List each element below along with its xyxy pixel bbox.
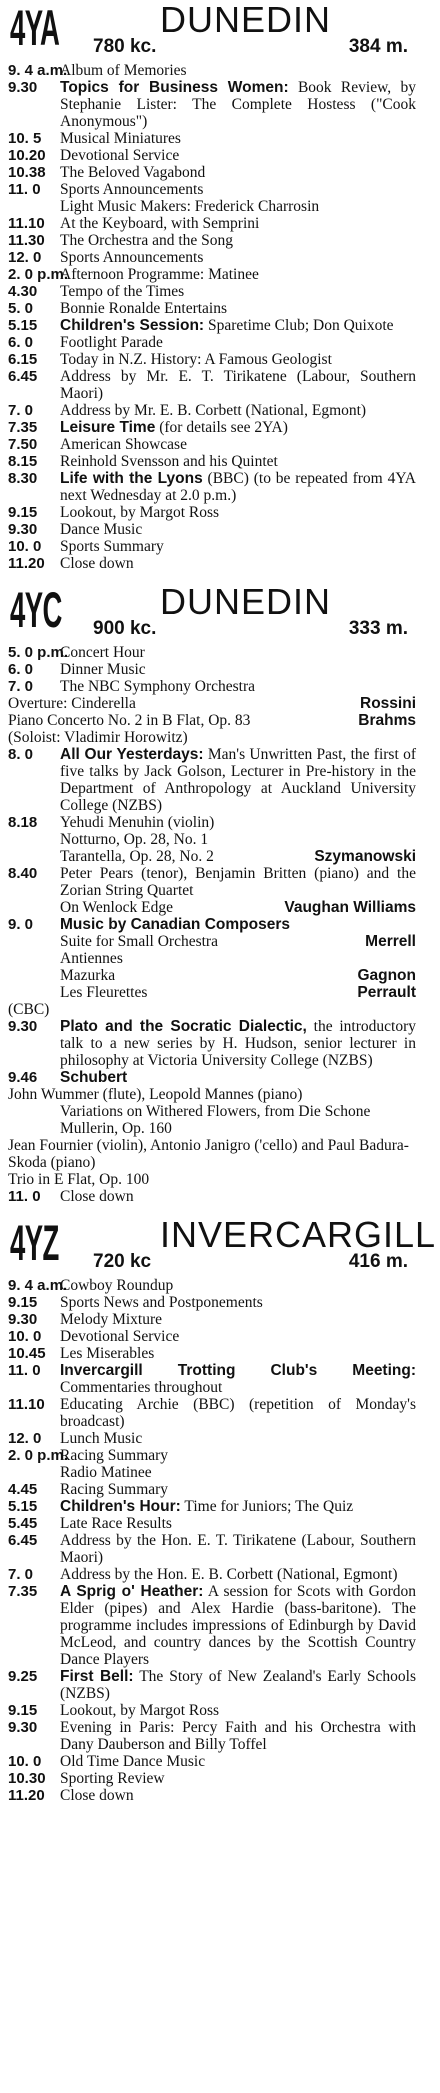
programme-detail: Old Time Dance Music	[60, 1753, 206, 1770]
frequency: 720 kc	[93, 1251, 152, 1272]
programme-text	[60, 1430, 416, 1447]
programme-text	[60, 1294, 416, 1311]
performer: John Wummer (flute), Leopold Mannes (piano)	[8, 1086, 303, 1103]
programme-list	[8, 642, 416, 1205]
callsign: 4YC	[10, 582, 62, 638]
work-line	[8, 695, 416, 712]
list-item	[8, 130, 416, 147]
list-item	[8, 283, 416, 300]
programme-text	[60, 1396, 416, 1430]
time: 7.35	[8, 1583, 38, 1600]
work-line	[8, 831, 416, 848]
programme-detail: Album of Memories	[60, 62, 187, 79]
list-item	[8, 1719, 416, 1753]
programme-text	[60, 1583, 416, 1668]
time: 10.45	[8, 1345, 46, 1362]
list-item	[8, 1481, 416, 1498]
list-item	[8, 351, 416, 368]
list-item	[8, 1770, 416, 1787]
programme-detail: Address by Mr. E. B. Corbett (National, Egmont)	[60, 402, 367, 419]
time: 11.10	[8, 1396, 45, 1413]
work-title: On Wenlock Edge	[60, 899, 173, 916]
programme-text	[60, 232, 416, 249]
programme-text	[60, 368, 416, 402]
work-line	[8, 967, 416, 984]
work-title: Overture: Cinderella	[8, 695, 136, 712]
programme-text	[60, 164, 416, 181]
time: 10.20	[8, 147, 46, 164]
list-item	[8, 555, 416, 572]
programme-title: Plato and the Socratic Dialectic,	[60, 1018, 307, 1035]
list-item	[8, 147, 416, 164]
time: 2. 0 p.m.	[8, 1447, 69, 1464]
list-item	[8, 436, 416, 453]
work-line	[8, 984, 416, 1001]
list-item	[8, 1583, 416, 1668]
programme-detail: Racing Summary	[60, 1481, 169, 1498]
programme-text	[60, 470, 416, 504]
work-title: Variations on Withered Flowers, from Die Schone Mullerin, Op. 160	[60, 1103, 371, 1137]
programme-detail: Lookout, by Margot Ross	[60, 504, 220, 521]
list-item	[8, 644, 416, 661]
programme-text	[60, 283, 416, 300]
time: 10. 0	[8, 1328, 42, 1345]
programme-detail: (BBC) (to be repeated from 4YA next Wednesday at 2.0 p.m.)	[60, 470, 416, 504]
programme-text	[60, 402, 416, 419]
time: 9.15	[8, 504, 38, 521]
time: 5.15	[8, 317, 38, 334]
programme-detail: (for details see 2YA)	[155, 419, 288, 436]
time: 11. 0	[8, 181, 41, 198]
time: 10. 0	[8, 538, 42, 555]
programme-detail: A session for Scots with Gordon Elder (pipes) and Alex Hardie (bass-baritone). The programme includes impressions of Edinburgh by David McLeod, and country dances by the Scottish Country Dance Players	[60, 1583, 416, 1668]
time: 4.30	[8, 283, 38, 300]
programme-text: Dinner Music	[60, 661, 146, 678]
station-header	[8, 582, 416, 642]
programme-detail: Lunch Music	[60, 1430, 143, 1447]
list-item	[8, 1362, 416, 1396]
programme-text	[60, 266, 416, 283]
list-item	[8, 661, 416, 678]
list-item	[8, 1753, 416, 1770]
programme-text	[60, 334, 416, 351]
programme-text	[60, 79, 416, 130]
programme-text	[60, 1515, 416, 1532]
programme-text	[60, 317, 416, 334]
list-item	[8, 181, 416, 198]
list-item	[8, 470, 416, 504]
list-item	[8, 916, 416, 933]
time: 9.30	[8, 521, 38, 538]
programme-detail: Sports Summary	[60, 538, 164, 555]
list-item	[8, 249, 416, 266]
time: 4.45	[8, 1481, 38, 1498]
time: 10.38	[8, 164, 46, 181]
programme-text: Concert Hour	[60, 644, 145, 661]
programme-title: A Sprig o' Heather:	[60, 1583, 204, 1600]
list-item	[8, 402, 416, 419]
list-item	[8, 1188, 416, 1205]
time: 11. 0	[8, 1362, 41, 1379]
list-item	[8, 1069, 416, 1086]
list-item	[8, 1787, 416, 1804]
composer: Brahms	[358, 712, 416, 729]
wavelength: 416 m.	[348, 1251, 408, 1272]
performer-line	[8, 729, 416, 746]
list-item	[8, 300, 416, 317]
list-item	[8, 1447, 416, 1464]
programme-detail: Evening in Paris: Percy Faith and his Orchestra with Dany Dauberson and Billy Toffel	[60, 1719, 416, 1753]
list-item	[8, 317, 416, 334]
programme-detail: At the Keyboard, with Semprini	[60, 215, 260, 232]
programme-title: Topics for Business Women:	[60, 79, 289, 96]
time: 9.15	[8, 1294, 38, 1311]
list-item	[8, 1311, 416, 1328]
time: 8.15	[8, 453, 38, 470]
list-item	[8, 1464, 416, 1481]
programme-detail: The Beloved Vagabond	[60, 164, 206, 181]
time: 10.30	[8, 1770, 46, 1787]
work-line	[8, 899, 416, 916]
programme-detail: Time for Juniors; The Quiz	[180, 1498, 354, 1515]
programme-detail: Afternoon Programme: Matinee	[60, 266, 259, 283]
list-item	[8, 1430, 416, 1447]
city-name: DUNEDIN	[160, 581, 332, 622]
time: 9.30	[8, 79, 38, 96]
programme-title: Children's Hour:	[60, 1498, 181, 1515]
time: 9.30	[8, 1719, 38, 1736]
list-item	[8, 1345, 416, 1362]
programme-detail: Address by the Hon. E. B. Corbett (National, Egmont)	[60, 1566, 398, 1583]
station-4ya	[8, 0, 416, 572]
composer: Gagnon	[357, 967, 416, 984]
programme-detail: Address by Mr. E. T. Tirikatene (Labour, Southern Maori)	[60, 368, 416, 402]
time: 12. 0	[8, 249, 42, 266]
programme-title: Children's Session:	[60, 317, 205, 334]
programme-text: Close down	[60, 1188, 134, 1205]
performer-line	[8, 1086, 416, 1103]
time: 6.45	[8, 1532, 38, 1549]
programme-text	[60, 62, 416, 79]
list-item	[8, 865, 416, 899]
programme-detail: the introductory talk to a new series by H. Hudson, senior lecturer in philosophy at Victoria University College (NZBS)	[60, 1018, 416, 1069]
programme-detail: Light Music Makers: Frederick Charrosin	[60, 198, 320, 215]
programme-detail: The Story of New Zealand's Early Schools (NZBS)	[60, 1668, 417, 1702]
list-item	[8, 62, 416, 79]
programme-detail: Footlight Parade	[60, 334, 163, 351]
list-item	[8, 1396, 416, 1430]
station-4yc	[8, 582, 416, 1205]
time: 5.45	[8, 1515, 38, 1532]
programme-detail: Sporting Review	[60, 1770, 165, 1787]
programme-list	[8, 60, 416, 572]
list-item	[8, 521, 416, 538]
time: 10. 5	[8, 130, 42, 147]
time: 9.15	[8, 1702, 38, 1719]
programme-text	[60, 453, 416, 470]
time: 7.50	[8, 436, 38, 453]
wavelength: 384 m.	[348, 36, 408, 57]
station-header	[8, 1214, 437, 1275]
work-line	[8, 1103, 416, 1137]
list-item	[8, 1018, 416, 1069]
time: 11.30	[8, 232, 45, 249]
work-title: Notturno, Op. 28, No. 1	[60, 831, 209, 848]
time: 8. 0	[8, 746, 34, 763]
list-item	[8, 198, 416, 215]
programme-text	[60, 1787, 416, 1804]
work-title: Tarantella, Op. 28, No. 2	[60, 848, 214, 865]
time: 5. 0 p.m.	[8, 644, 69, 661]
programme-text	[60, 1532, 416, 1566]
time: 10. 0	[8, 1753, 42, 1770]
programme-detail: Devotional Service	[60, 147, 180, 164]
work-line	[8, 1171, 416, 1188]
programme-text	[60, 521, 416, 538]
time: 9.30	[8, 1311, 38, 1328]
programme-text	[60, 181, 416, 198]
programme-text	[60, 504, 416, 521]
callsign: 4YA	[10, 0, 60, 56]
list-item	[8, 814, 416, 831]
programme-text: Peter Pears (tenor), Benjamin Britten (piano) and the Zorian String Quartet	[60, 865, 416, 899]
programme-text	[60, 130, 416, 147]
programme-detail: The Orchestra and the Song	[60, 232, 234, 249]
programme-text	[60, 916, 416, 933]
programme-text	[60, 1362, 416, 1396]
programme-detail: Melody Mixture	[60, 1311, 163, 1328]
programme-detail: Racing Summary	[60, 1447, 169, 1464]
time: 5.15	[8, 1498, 38, 1515]
programme-title: Music by Canadian Composers	[60, 916, 290, 933]
time: 6. 0	[8, 334, 34, 351]
programme-detail: Book Review, by Stephanie Lister: The Complete Hostess ("Cook Anonymous")	[60, 79, 416, 130]
frequency: 900 kc.	[93, 618, 157, 639]
programme-detail: Radio Matinee	[60, 1464, 152, 1481]
time: 11.10	[8, 215, 45, 232]
programme-detail: Bonnie Ronalde Entertains	[60, 300, 228, 317]
time: 8.40	[8, 865, 38, 882]
station-header	[8, 0, 416, 60]
programme-detail: Tempo of the Times	[60, 283, 185, 300]
programme-text	[60, 198, 416, 215]
programme-text	[60, 147, 416, 164]
programme-text: Yehudi Menuhin (violin)	[60, 814, 215, 831]
list-item	[8, 504, 416, 521]
list-item	[8, 215, 416, 232]
programme-detail: Lookout, by Margot Ross	[60, 1702, 220, 1719]
programme-text	[60, 1719, 416, 1753]
programme-text	[60, 249, 416, 266]
work-title: Les Fleurettes	[60, 984, 148, 1001]
list-item	[8, 232, 416, 249]
programme-text	[60, 1770, 416, 1787]
programme-text	[60, 1345, 416, 1362]
programme-detail: Dance Music	[60, 521, 143, 538]
list-item	[8, 419, 416, 436]
programme-detail: Sports Announcements	[60, 249, 204, 266]
frequency: 780 kc.	[93, 36, 157, 57]
programme-text	[60, 1566, 416, 1583]
programme-detail: Reinhold Svensson and his Quintet	[60, 453, 278, 470]
composer: Merrell	[365, 933, 416, 950]
work-line	[8, 848, 416, 865]
programme-detail: Address by the Hon. E. T. Tirikatene (Labour, Southern Maori)	[60, 1532, 416, 1566]
time: 11.20	[8, 555, 45, 572]
work-title: Trio in E Flat, Op. 100	[8, 1171, 150, 1188]
programme-detail: Close down	[60, 1787, 134, 1804]
programme-detail: Educating Archie (BBC) (repetition of Monday's broadcast)	[60, 1396, 416, 1430]
time: 7. 0	[8, 1566, 34, 1583]
programme-text: The NBC Symphony Orchestra	[60, 678, 256, 695]
list-item	[8, 453, 416, 470]
programme-text	[60, 1311, 416, 1328]
programme-text	[60, 351, 416, 368]
programme-title: Leisure Time	[60, 419, 156, 436]
programme-list	[8, 1275, 416, 1804]
programme-text	[60, 1328, 416, 1345]
work-line	[8, 712, 416, 729]
programme-detail: Sports Announcements	[60, 181, 204, 198]
programme-text	[60, 1753, 416, 1770]
list-item	[8, 334, 416, 351]
list-item	[8, 1277, 416, 1294]
programme-text	[60, 1277, 416, 1294]
programme-detail: Today in N.Z. History: A Famous Geologist	[60, 351, 332, 368]
list-item	[8, 1294, 416, 1311]
programme-detail: Late Race Results	[60, 1515, 172, 1532]
time	[8, 1464, 60, 1481]
programme-detail: Cowboy Roundup	[60, 1277, 174, 1294]
programme-text	[60, 1481, 416, 1498]
list-item	[8, 1498, 416, 1515]
composer: Szymanowski	[314, 848, 416, 865]
time: 7. 0	[8, 402, 34, 419]
work-line	[8, 950, 416, 967]
time: 9.25	[8, 1668, 38, 1685]
work-line	[8, 933, 416, 950]
programme-detail: Musical Miniatures	[60, 130, 181, 147]
programme-text	[60, 1069, 416, 1086]
time: 6. 0	[8, 661, 34, 678]
programme-text	[60, 419, 416, 436]
list-item	[8, 746, 416, 814]
programme-text	[60, 436, 416, 453]
performer-line	[8, 1137, 416, 1171]
programme-detail: Devotional Service	[60, 1328, 180, 1345]
list-item	[8, 1668, 416, 1702]
programme-detail: Sparetime Club; Don Quixote	[204, 317, 394, 334]
time: 12. 0	[8, 1430, 42, 1447]
time: 7. 0	[8, 678, 34, 695]
composer: Vaughan Williams	[284, 899, 416, 916]
list-item	[8, 1532, 416, 1566]
programme-title: First Bell:	[60, 1668, 134, 1685]
list-item	[8, 79, 416, 130]
programme-text	[60, 300, 416, 317]
programme-text	[60, 1447, 416, 1464]
time: 9. 4 a.m.	[8, 62, 68, 79]
work-title: Antiennes	[60, 950, 123, 967]
time: 8.30	[8, 470, 38, 487]
list-item	[8, 368, 416, 402]
time: 9. 0	[8, 916, 34, 933]
programme-text	[60, 1464, 416, 1481]
composer: Perrault	[357, 984, 416, 1001]
list-item	[8, 1328, 416, 1345]
performer: (Soloist: Vladimir Horowitz)	[8, 729, 188, 746]
source-line	[8, 1001, 416, 1018]
city-name: INVERCARGILL	[160, 1214, 437, 1255]
programme-detail: Man's Unwritten Past, the first of five talks by Jack Golson, Lecturer in Pre-history in the Department of Anthropology at Auckland University College (NZBS)	[60, 746, 416, 814]
source: (CBC)	[8, 1001, 50, 1018]
programme-text	[60, 1498, 416, 1515]
programme-text	[60, 215, 416, 232]
programme-text	[60, 1702, 416, 1719]
list-item	[8, 1702, 416, 1719]
list-item	[8, 678, 416, 695]
time: 11.20	[8, 1787, 45, 1804]
programme-title: Schubert	[60, 1069, 128, 1086]
time: 6.45	[8, 368, 38, 385]
time: 8.18	[8, 814, 38, 831]
programme-detail: Commentaries throughout	[60, 1379, 223, 1396]
time: 6.15	[8, 351, 38, 368]
time: 7.35	[8, 419, 38, 436]
list-item	[8, 266, 416, 283]
time: 9. 4 a.m.	[8, 1277, 68, 1294]
performer: Jean Fournier (violin), Antonio Janigro ('cello) and Paul Badura-Skoda (piano)	[8, 1137, 409, 1171]
programme-text	[60, 1668, 416, 1702]
programme-detail: American Showcase	[60, 436, 187, 453]
programme-text	[60, 746, 416, 814]
work-title: Suite for Small Orchestra	[60, 933, 218, 950]
list-item	[8, 164, 416, 181]
list-item	[8, 1515, 416, 1532]
work-title: Mazurka	[60, 967, 116, 984]
time: 9.46	[8, 1069, 38, 1086]
city-name: DUNEDIN	[160, 0, 332, 40]
time	[8, 198, 60, 215]
programme-text	[60, 1018, 416, 1069]
list-item	[8, 538, 416, 555]
time: 2. 0 p.m.	[8, 266, 69, 283]
list-item	[8, 1566, 416, 1583]
time: 5. 0	[8, 300, 34, 317]
programme-text	[60, 538, 416, 555]
station-4yz	[8, 1214, 437, 1804]
time: 9.30	[8, 1018, 38, 1035]
programme-detail: Les Miserables	[60, 1345, 155, 1362]
callsign: 4YZ	[10, 1215, 59, 1271]
wavelength: 333 m.	[348, 618, 408, 639]
time: 11. 0	[8, 1188, 41, 1205]
composer: Rossini	[360, 695, 416, 712]
programme-title: All Our Yesterdays:	[60, 746, 204, 763]
programme-detail: Close down	[60, 555, 134, 572]
work-title: Piano Concerto No. 2 in B Flat, Op. 83	[8, 712, 251, 729]
programme-title: Invercargill Trotting Club's Meeting:	[60, 1362, 416, 1379]
programme-text	[60, 555, 416, 572]
programme-detail: Sports News and Postponements	[60, 1294, 263, 1311]
programme-title: Life with the Lyons	[60, 470, 203, 487]
